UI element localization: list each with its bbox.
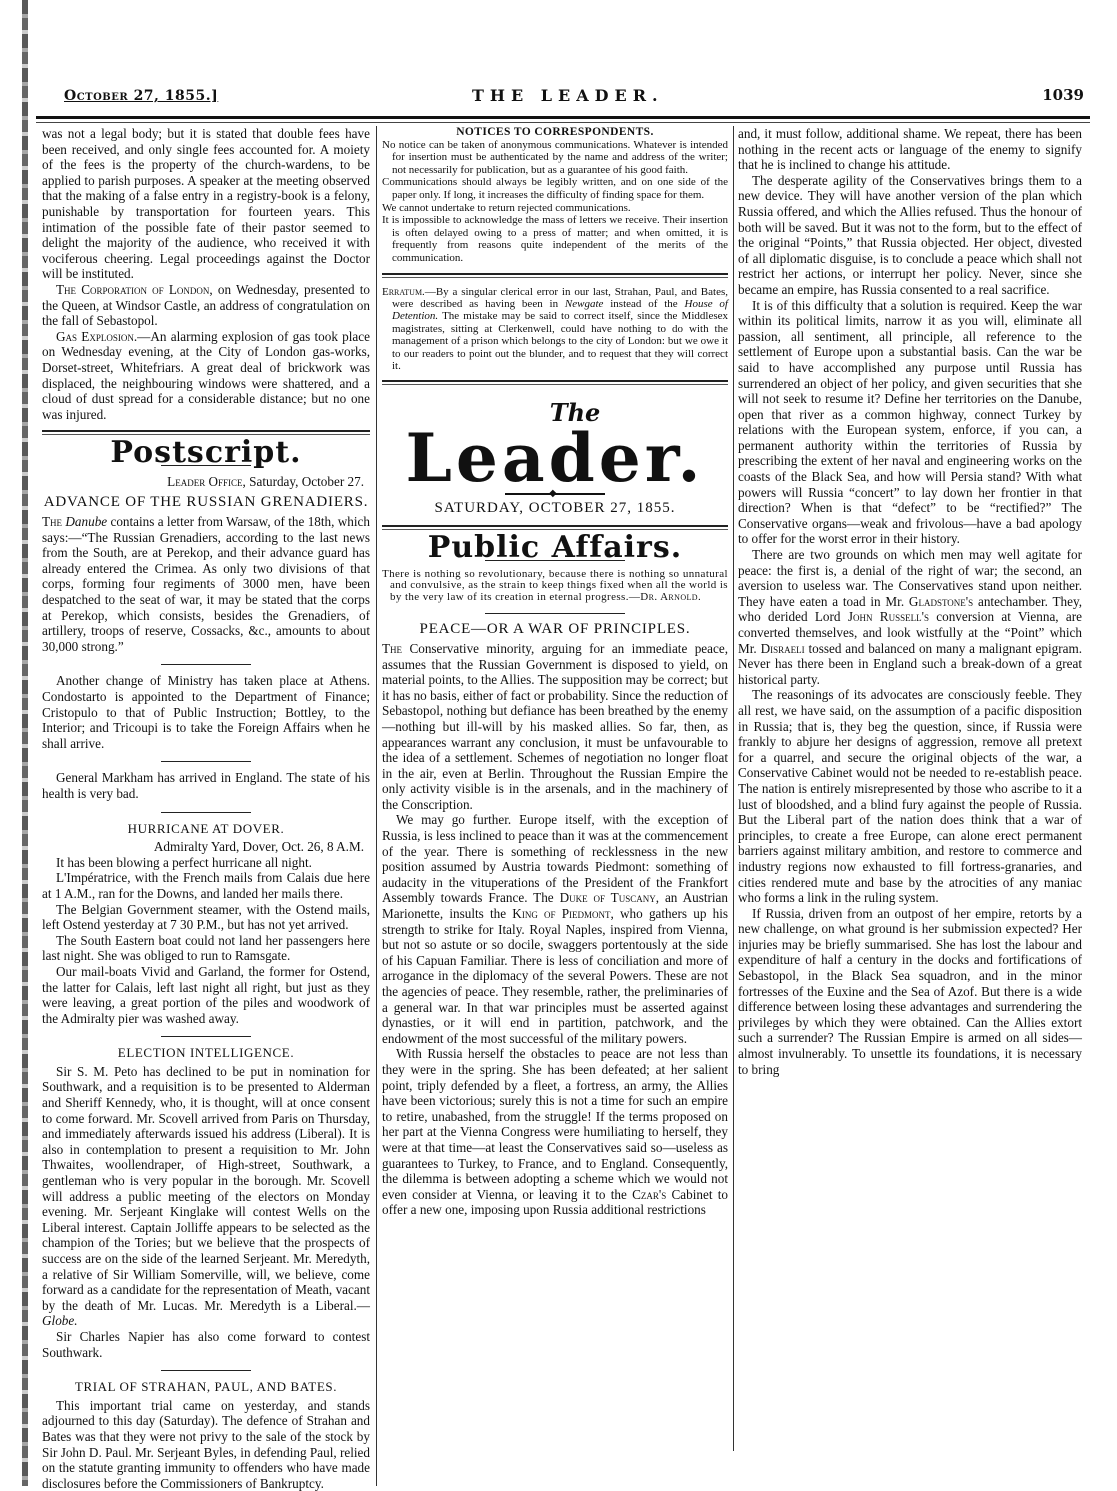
notice-item: No notice can be taken of anonymous communications. Whatever is intended for insertion must be authenticated by the name and address of the writer; not necessarily for publication, but as a guarantee of his good faith.	[382, 138, 728, 176]
paragraph: Sir Charles Napier has also come forward to contest Southwark.	[42, 1328, 370, 1360]
paragraph: Another change of Ministry has taken place at Athens. Condostarto is appointed to the Department of Finance; Cristopulo to that of Public Instruction; Bottley, to the Interior; and Tricoupi is to take the Foreign Affairs when he shall arrive.	[42, 673, 370, 751]
header-title: THE LEADER.	[472, 86, 664, 105]
section-title: Public Affairs.	[427, 529, 683, 565]
paragraph: The Conservative minority, arguing for an immediate peace, assumes that the Russian Government is disposed to yield, on material points, to the Allies. The supposition may be correct; but it has no basis, either of fact or probability. Since the reduction of Sebastopol, nothing but defiance has been breathed by the enemy—nothing but ill-will by his masked allies. So far, then, as appearances warrant any conclusion, it must be unfavourable to the idea of a settlement. Schemes of negotiation no longer float in the air, even at Berlin. Throughout the Russian Empire the only activity visible is in the arsenals, and in the machinery of the Conscription.	[382, 640, 728, 812]
paragraph: If Russia, driven from an outpost of her empire, retorts by a new challenge, on what ground is her submission expected? Her injuries may be briefly summarised. She has lost the labour and expenditure of half a century in the docks and fortifications of Sebastopol, in the Black Sea squadron, and in the minor fortresses of the Euxine and the Sea of Azof. But there is a wide difference between losing these advantages and surrendering the privileges by which they were obtained. Can the Allies extort such a surrender? The Russian Empire is armed on all sides—almost invulnerably. To unsettle its foundations, it is necessary to bring	[738, 905, 1082, 1077]
epigraph-author: Dr. Arnold.	[640, 590, 702, 603]
paragraph: The Corporation of London, on Wednesday, presented to the Queen, at Windsor Castle, an address of congratulation on the fall of Sebastopol.	[42, 281, 370, 329]
paragraph: L'Impératrice, with the French mails from Calais due here at 1 A.M., ran for the Downs, and landed her mails there.	[42, 870, 370, 901]
issue-date: SATURDAY, OCTOBER 27, 1855.	[434, 500, 676, 517]
article-heading: ADVANCE OF THE RUSSIAN GRENADIERS.	[43, 494, 369, 511]
paragraph: The reasonings of its advocates are consciously feeble. They all rest, we have said, on the assumption of a pacific disposition in Russia; that is, they beg the question, since, if Russia were frankly to abjure her designs of aggression, remove all pretext for a quarrel, and secure the original objects of the war, a Conservative Cabinet would not be needed to re-establish peace. The nation is entirely misrepresented by those who ascribe to it a lust of bloodshed, and a blind fury against the people of Russia. But the Liberal part of the nation does think that a war of principles, to create a free Europe, can alone erect permanent barriers against military ambition, and restore to commerce and industry regions now exhausted to fill fortress-granaries, and cities rendered mute and base by the atrocities of any maniac who forms a link in the ruling system.	[738, 687, 1082, 906]
header-date: October 27, 1855.]	[64, 88, 219, 104]
lead-in: Gas Explosion.	[56, 328, 138, 344]
column-left	[42, 126, 370, 1491]
article-title: PEACE—OR A WAR OF PRINCIPLES.	[419, 621, 691, 638]
short-rule	[161, 1036, 251, 1037]
ornament-rule	[505, 493, 605, 495]
masthead-title: Leader.	[405, 419, 705, 498]
paragraph: General Markham has arrived in England. The state of his health is very bad.	[42, 770, 370, 801]
column-right	[738, 126, 1082, 1077]
paragraph: The desperate agility of the Conservatives brings them to a new device. They will have another version of the plan which Russia offered, and which the Allies refused. Thus the honour of both will be saved. But it was not to the form, but to the effect of the original “Points,” that Russia objected. Her object, divested of all diplomatic disguise, is to conclude a peace which shall not restrict her actions, or interrupt her policy. Never, since she became an empire, has Russia consented to a real sacrifice.	[738, 172, 1082, 297]
masthead	[382, 398, 728, 498]
short-rule	[161, 761, 251, 762]
epigraph: There is nothing so revolutionary, because there is nothing so unnatural and convulsive, as the strain to keep things fixed when all the world is by the very law of its creation in eternal progress.—Dr. Arnold.	[382, 567, 728, 603]
paragraph: The South Eastern boat could not land her passengers here last night. She was obliged to run to Ramsgate.	[42, 932, 370, 964]
lead-in: The Corporation of London,	[56, 281, 213, 297]
paragraph: was not a legal body; but it is stated that double fees have been received, and only single fees accounted for. A moiety of the fees is the property of the church-wardens, to be applied to parish purposes. A speaker at the meeting observed that the making of a false entry in a registry-book is a felony, punishable by transportation for fourteen years. This intimation of the possible fate of their pastor seemed to delight the majority of the audience, who received it with vociferous cheering. Legal proceedings against the Doctor will be instituted.	[42, 126, 370, 282]
column-divider	[376, 126, 377, 1486]
short-rule	[485, 613, 625, 614]
section-rule	[382, 380, 728, 385]
dateline: Admiralty Yard, Dover, Oct. 26, 8 A.M.	[153, 839, 364, 855]
page-header	[36, 86, 1102, 118]
notice-item: It is impossible to acknowledge the mass of letters we receive. Their insertion is often delayed owing to a press of matter; and when omitted, it is frequently from reasons quite independent of the merits of the communication.	[382, 214, 728, 264]
paragraph: Gas Explosion.—An alarming explosion of gas took place on Wednesday evening, at the City of London gas-works, Dorset-street, Whitefriars. A great deal of brickwork was displaced, the neighbouring windows were shattered, and a cloud of dust spread for a considerable distance; but no one was injured.	[42, 328, 370, 422]
paragraph: The Belgian Government steamer, with the Ostend mails, left Ostend yesterday at 7 30 P.M., but has not yet arrived.	[42, 901, 370, 933]
masthead-the: The	[549, 398, 601, 428]
page-number: 1039	[1042, 86, 1084, 104]
paragraph: This important trial came on yesterday, and stands adjourned to this day (Saturday). The defence of Strahan and Bates was that they were not privy to the sale of the stock by Sir John D. Paul. Mr. Serjeant Byles, in defending Paul, relied on the statute granting immunity to offenders who have made disclosures before the Commissioners of Bankruptcy.	[42, 1397, 370, 1491]
short-rule	[161, 812, 251, 813]
postscript-title: Postscript.	[110, 435, 302, 471]
column-divider	[733, 126, 734, 1451]
postscript-dateline: Leader Office, Saturday, October 27.	[167, 473, 364, 489]
notice-item: Communications should always be legibly written, and on one side of the paper only. If long, it increases the difficulty of finding space for them.	[382, 176, 728, 201]
paragraph: Our mail-boats Vivid and Garland, the former for Ostend, the latter for Calais, left last night all right, but just as they were leaving, a great portion of the piles and woodwork of the Admiralty pier was washed away.	[42, 963, 370, 1026]
paragraph: With Russia herself the obstacles to peace are not less than they were in the spring. She has been defeated; at her salient point, triply defended by a fleet, a fortress, an army, the Allies have been victorious; surely this is not a time for such an empire to retire, unabashed, from the struggle! If the terms proposed on her part at the Vienna Congress were humiliating to herself, they were at that time—at least the Conservatives said so—useless as guarantees to Turkey, to France, and to England. Consequently, the dilemma is between adopting a scheme which we would not even consider at Vienna, or leaving it to the Czar's Cabinet to offer a new one, imposing upon Russia additional restrictions	[382, 1046, 728, 1218]
paragraph: and, it must follow, additional shame. We repeat, there has been nothing in the recent acts or language of the enemy to signify that he is inclined to change his attitude.	[738, 126, 1082, 173]
article-heading: HURRICANE AT DOVER.	[127, 820, 285, 836]
page-binding-edge	[22, 0, 28, 1486]
paragraph: There are two grounds on which men may well agitate for peace: the first is, a denial of the right of war; the second, an aversion to useless war. The Conservatives stand upon neither. They have eaten a toad in Mr. Gladstone's antechamber. They, who derided Lord John Russell's conversion at Vienna, are converted themselves, and look wistfully at the “Point” which Mr. Disraeli tossed and balanced on many a malignant epigram. Never has there been in England such a break-down of a great historical party.	[738, 547, 1083, 687]
column-center	[382, 126, 728, 1218]
header-rule-thin	[36, 122, 1090, 123]
paragraph: It has been blowing a perfect hurricane all night.	[56, 854, 312, 870]
article-heading: ELECTION INTELLIGENCE.	[117, 1045, 295, 1061]
notice-item: We cannot undertake to return rejected communications.	[382, 201, 631, 214]
article-heading: TRIAL OF STRAHAN, PAUL, AND BATES.	[74, 1379, 338, 1395]
paragraph: The Danube contains a letter from Warsaw, of the 18th, which says:—“The Russian Grenadiers, according to the last news from the South, are at Perekop, and their advance guard has already entered the Crimea. As only two divisions of that corps, forming four regiments of 3000 men, have been despatched to the seat of war, it may be stated that the corps at Perekop, which consists, besides the Grenadiers, of artillery, troops of reserve, Cossacks, &c., amounts to about 30,000 strong.”	[42, 514, 370, 654]
notices-to-correspondents	[382, 126, 728, 265]
short-rule	[161, 1370, 251, 1371]
paragraph: We may go further. Europe itself, with the exception of Russia, is less inclined to peace than it was at the commencement of the year. There is something of recklessness in the new position assumed by Austria towards Piedmont: something of audacity in the vituperations of the President of the Frankfort Assembly towards France. The Duke of Tuscany, an Austrian Marionette, insults the King of Piedmont, who gathers up his strength to strike for Italy. Royal Naples, inspired from Vienna, but not so astute or so docile, swaggers portentously at the side of his Capuan Familiar. There is less of conciliation and more of arrogance in the diplomacy of the several Powers. These are not the agencies of peace. They resemble, rather, the preliminaries of a general war. In that war principles must be asserted against dynasties, or it will end in partition, patchwork, and the endowment of the most successful of the military powers.	[382, 812, 728, 1046]
erratum: Erratum.—By a singular clerical error in our last, Strahan, Paul, and Bates, were described as having been in Newgate instead of the House of Detention. The mistake may be said to correct itself, since the Middlesex magistrates, sitting at Clerkenwell, could have nothing to do with the management of a prison which belongs to the city of London: but we owe it to our readers to point out the blunder, and to request that they will correct it.	[382, 285, 728, 372]
short-rule	[161, 664, 251, 665]
header-rule	[36, 116, 1090, 119]
paragraph: Sir S. M. Peto has declined to be put in nomination for Southwark, and a requisition is to be presented to Alderman and Sheriff Kennedy, who, it is thought, will at once consent to come forward. Mr. Scovell arrived from Paris on Thursday, and immediately afterwards issued his address (Liberal). It is also in contemplation to present a requisition to Mr. John Thwaites, woollendraper, of High-street, Southwark, a gentleman who is very popular in the borough. Mr. Scovell will address a public meeting of the electors on Monday evening. Mr. Serjeant Kinglake will contest Wells on the Liberal interest. Captain Jolliffe appears to be selected as the champion of the Tories; but we believe that the prospects of success are on the side of the learned Serjeant. Mr. Meredyth, a relative of Sir William Somerville, will, we believe, come forward as a candidate for the representation of Meath, vacant by the death of Mr. Lucas. Mr. Meredyth is a Liberal.—Globe.	[42, 1063, 370, 1329]
section-rule	[382, 273, 728, 278]
paragraph: It is of this difficulty that a solution is required. Keep the war within its political limits, narrow it as you will, eliminate all passion, all sentiment, all principle, all reference to the settlement of Europe upon a substantial basis. Can the war be said to have accomplished any purpose until Russia has surrendered an object of her policy, and given securities that she will not seek to resume it? Define her territories on the Danube, open that river as a common highway, connect Turkey by relations with the European system, enforce, if you can, a permanent authority within the territories of Russia by prescribing the extent of her naval and engineering works on the coasts of the Black Sea, and how will Persia stand? With what powers will Russia “concert” to lay down her frontier in that direction? When is that “defect” to be “rectified?” The Conservative organs—weak and frivolous—have a bad apology to offer for the worst error in their history.	[738, 297, 1082, 547]
notices-title: NOTICES TO CORRESPONDENTS.	[456, 126, 654, 138]
